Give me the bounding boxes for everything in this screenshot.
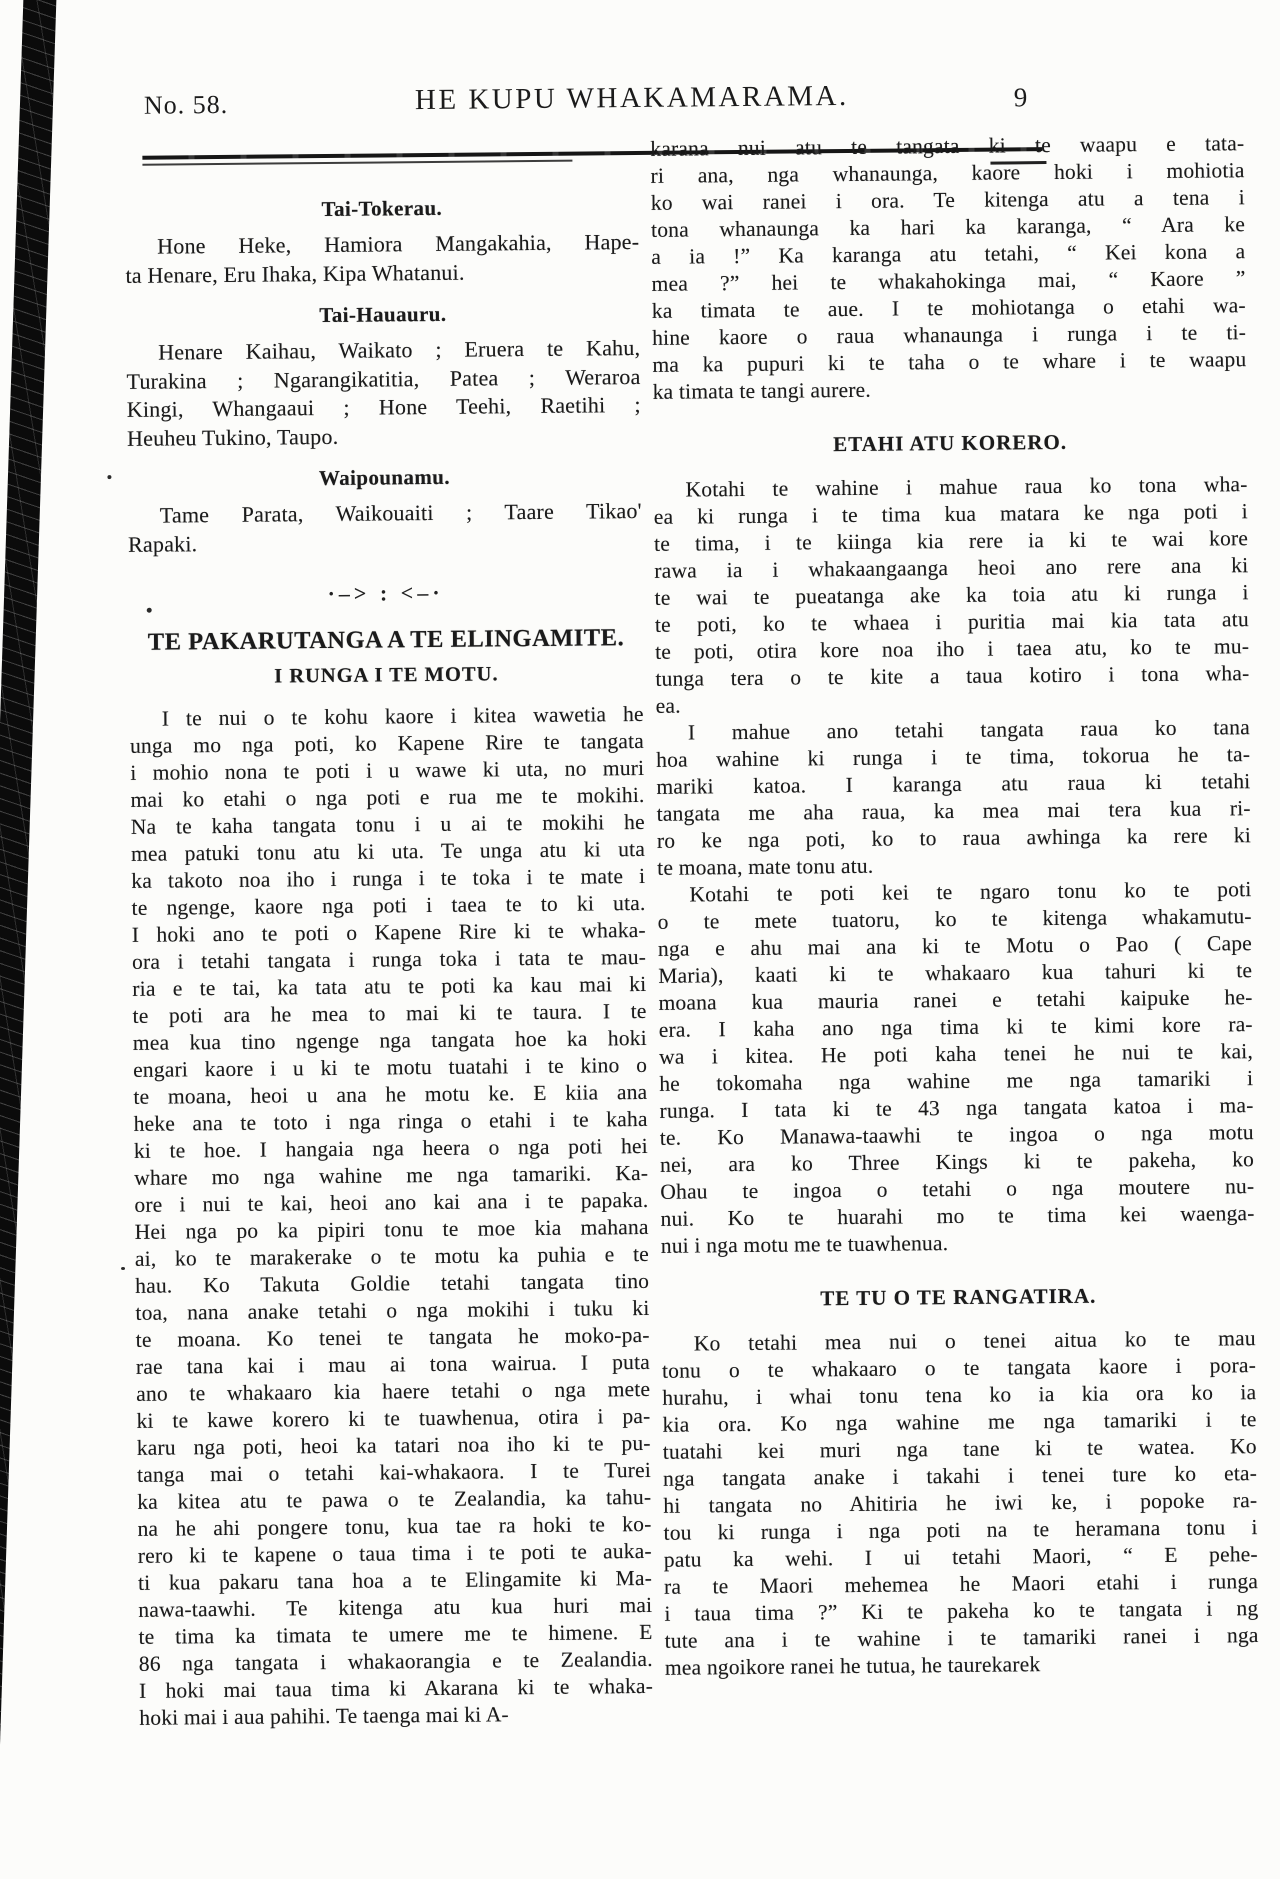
text-line: ea ki runga i te tima kua matara ke nga poti i (653, 499, 1248, 529)
text-line: Kotahi te wahine i mahue raua ko tona wha- (685, 472, 1248, 502)
section-divider-ornament: ·–> : <–· (327, 579, 444, 606)
text-line: te poti, ko te whaea i puritia mai kia tata atu (654, 607, 1249, 637)
text-line: te tima ka timata te umere me te himene. E (138, 1619, 653, 1649)
text-line: ra te Maori mehemea he Maori etahi i runga (663, 1569, 1259, 1599)
text-line: 86 nga tangata i whakaorangia e te Zealandia. (138, 1646, 653, 1676)
text-line: era. I kaha ano nga tima ki te kimi kore ra- (658, 1012, 1253, 1042)
text-line: engari kaore i u ki te motu tuatahi i te kino o (133, 1052, 648, 1082)
left-column (125, 192, 654, 1732)
section-heading-etahi-atu-korero: ETAHI ATU KORERO. (833, 429, 1068, 457)
text-line: Ko tetahi mea nui o tenei aitua ko te mau (693, 1326, 1256, 1356)
text-line: te tima, i te kiinga kia rere ia ki te wai kore (653, 526, 1249, 556)
text-line: heke ana te toto i nga ringa o etahi i te kaha (133, 1106, 648, 1136)
names-tai-tokerau (125, 228, 640, 290)
text-line: Kingi, Whangaaui ; Hone Teehi, Raetihi ; (126, 391, 641, 422)
text-line: rae tana kai i mau ai tona wairua. I puta (135, 1349, 651, 1379)
text-line: mea patuki tonu atu ki uta. Te unga atu ki uta (130, 836, 646, 866)
text-line: nga tangata anake i takahi i tenei ture ko eta- (662, 1461, 1258, 1491)
section-heading-waipounamu: Waipounamu. (318, 464, 451, 491)
text-line: Tame Parata, Waikouaiti ; Taare Tikao' (159, 497, 642, 528)
right-column (650, 130, 1259, 1682)
text-line: ma ka pupuri ki te taha o te whare i te waapu (652, 347, 1247, 377)
text-line: hoa wahine ki runga i te tima, tokorua he ta- (656, 742, 1251, 772)
text-line: ka timata te aue. I te mohiotanga o etahi wa- (651, 293, 1246, 323)
text-line: ro ke nga poti, ko to raua awhinga ka rere ki (656, 823, 1252, 853)
text-line: i mohio nona te poti i u wawe ki uta, no muri (130, 755, 645, 785)
text-line: ti kua pakaru tana hoa a te Elingamite ki Ma- (137, 1565, 653, 1595)
text-line: Henare Kaihau, Waikato ; Eruera te Kahu, (158, 334, 641, 365)
text-line: tunga tera o te kite a taua kotiro i tona wha- (655, 661, 1250, 691)
text-line: I hoki ano te poti o Kapene Rire ki te whaka- (131, 917, 646, 947)
text-line: te poti ara he mea to mai ki te taura. I te (132, 998, 647, 1028)
text-line: wa i kitea. He poti kaha tenei he nui te kai, (658, 1039, 1254, 1069)
text-line: te poti, otira kore noa iho i taea atu, ko te mu- (655, 634, 1250, 664)
text-line: ka timata te tangi aurere. (652, 377, 872, 404)
article-subtitle: I RUNGA I TE MOTU. (274, 663, 499, 688)
text-line: ora i tetahi tangata i runga toka i tata te mau- (131, 944, 647, 974)
text-line: ka takoto noa iho i runga i te toka i te mate i (131, 863, 646, 893)
issue-number: No. 58. (143, 89, 229, 120)
text-line: hurahu, i whai tonu tena ko ia kia ora ko ia (662, 1380, 1257, 1410)
text-line: I mahue ano tetahi tangata raua ko tana (687, 715, 1251, 745)
text-line: mea kua tino ngenge nga tangata hoe ka hoki (132, 1025, 647, 1055)
text-line: tangata me aha raua, ka mea mai tera kua ri- (656, 796, 1251, 826)
text-line: karu nga poti, heoi ka tatari noa iho ki te pu- (136, 1430, 651, 1460)
article-title: TE PAKARUTANGA A TE ELINGAMITE. (147, 624, 625, 656)
names-tai-hauauru (126, 334, 641, 453)
text-line: te moana, mate tonu atu. (657, 853, 874, 880)
text-line: Turakina ; Ngarangikatitia, Patea ; Weraroa (126, 363, 641, 394)
text-line: ai, ko te marakerake o te motu ka puhia e te (134, 1241, 650, 1271)
text-line: whare mo nga wahine me nga tamariki. Ka- (134, 1160, 649, 1190)
text-line: hine kaore o raua whanaunga i runga i te ti- (652, 320, 1247, 350)
text-line: ki te kawe korero ki te tuawhenua, otira i pa- (136, 1403, 651, 1433)
text-line: Hei nga po ka pipiri tonu te moe kia mahana (134, 1214, 649, 1244)
text-line: o te mete tuatoru, ko te kitenga whakamutu- (657, 904, 1252, 934)
text-line: tute ana i te wahine i te tamariki ranei i nga (664, 1623, 1259, 1653)
text-line: hoki mai i aua pahihi. Te taenga mai ki A- (139, 1702, 509, 1730)
text-line: nga e ahu mai ana ki te Motu o Pao ( Cape (657, 931, 1253, 961)
text-line: ki te hoe. I hangaia nga heera o nga poti hei (133, 1133, 648, 1163)
text-line: Heuheu Tukino, Taupo. (126, 423, 339, 451)
text-line: te. Ko Manawa-taawhi te ingoa o nga motu (659, 1120, 1254, 1150)
text-line: tou ki runga i nga poti na te heramana tonu i (663, 1515, 1258, 1545)
text-line: hi tangata no Ahitiria he iwi ke, i popoke ra- (663, 1488, 1258, 1518)
text-line: kia ora. Ko nga wahine me nga tamariki i te (662, 1407, 1257, 1437)
text-line: mai ko etahi o nga poti e rua me te mokihi. (130, 782, 645, 812)
text-line: Hone Heke, Hamiora Mangakahia, Hape- (157, 228, 640, 259)
page-number: 9 (1013, 82, 1028, 113)
section-heading-te-tu-o-te-rangatira: TE TU O TE RANGATIRA. (820, 1283, 1097, 1311)
text-line: Maria), kaati ki te whakaaro kua tahuri ki te (658, 958, 1253, 988)
text-line: Ohau te ingoa o tetahi o nga moutere nu- (660, 1174, 1255, 1204)
text-line: nui i nga motu me te tuawhenua. (660, 1231, 949, 1258)
paragraph-wahine-whaea (653, 471, 1249, 720)
text-line: mea ngoikore ranei he tutua, he taurekarek (664, 1652, 1041, 1680)
text-line: tona whanaunga ka hari ka karanga, “ Ara ke (650, 212, 1246, 242)
text-line: nawa-taawhi. Te kitenga atu kua huri mai (138, 1592, 653, 1622)
names-waipounamu (128, 497, 643, 559)
text-line: Kotahi te poti kei te ngaro tonu ko te poti (689, 877, 1252, 907)
text-line: nei, ara ko Three Kings ki te pakeha, ko (659, 1147, 1255, 1177)
text-line: karana nui atu te tangata ki te waapu e tata- (650, 131, 1245, 161)
text-line: hau. Ko Takuta Goldie tetahi tangata tino (135, 1268, 650, 1298)
article-body-continuation (650, 130, 1247, 406)
text-line: mariki katoa. I karanga atu raua ki tetahi (656, 769, 1251, 799)
text-line: ka kitea atu te pawa o te Zealandia, ka tahu- (137, 1484, 652, 1514)
text-line: I hoki mai taua tima ki Akarana ki te whaka- (138, 1673, 654, 1703)
text-line: te wai te pueatanga ake ka toia atu ki runga i (654, 580, 1249, 610)
text-line: ore i nui te kai, heoi ano kai ana i te papaka. (134, 1187, 649, 1217)
text-line: te moana. Ko tenei te tangata he moko-pa- (135, 1322, 650, 1352)
text-line: Na te kaha tangata tonu i u ai te mokihi he (130, 809, 645, 839)
text-line: mea ?” hei te whakahokinga mai, “ Kaore ” (651, 266, 1246, 296)
text-line: rawa ia i whakaangaanga heoi ano rere ana ki (654, 553, 1249, 583)
header-rule-secondary (142, 160, 572, 166)
text-line: patu ka wehi. I ui tetahi Maori, “ E pehe- (663, 1542, 1258, 1572)
paragraph-tangata-hoa-wahine (656, 714, 1252, 882)
text-line: runga. I tata ki te 43 nga tangata katoa i ma- (659, 1093, 1254, 1123)
text-line: tuatahi kei muri nga tane ki te watea. Ko (662, 1434, 1257, 1464)
paragraph-te-tu-o-te-rangatira (662, 1325, 1259, 1682)
text-line: I te nui o te kohu kaore i kitea wawetia he (161, 701, 644, 731)
text-line: moana kua mauria ranei e tetahi kaipuke he- (658, 985, 1253, 1015)
text-line: ta Henare, Eru Ihaka, Kipa Whatanui. (125, 259, 465, 288)
text-line: rero ki te kapene o taua tima i te poti te auka- (137, 1538, 652, 1568)
text-line: te moana, heoi u ana he motu ke. E kiia ana (133, 1079, 648, 1109)
scan-speck (121, 1267, 125, 1270)
paragraph-poti-ngaro (657, 876, 1255, 1260)
text-line: i taua tima ?” Ki te pakeha ko te tangata i ng (664, 1596, 1259, 1626)
text-line: na he ahi pongere tonu, kua tae ra hoki te ko- (137, 1511, 652, 1541)
text-line: ri ana, nga whanaunga, kaore hoki i mohiotia (650, 158, 1245, 188)
newspaper-title: HE KUPU WHAKAMARAMA. (414, 79, 849, 117)
text-line: a ia !” Ka karanga atu tetahi, “ Kei kona a (651, 239, 1246, 269)
text-line: te ngenge, kaore nga poti i taea te to ki uta. (131, 890, 646, 920)
text-line: he tokomaha nga wahine me nga tamariki i (659, 1066, 1254, 1096)
text-line: ea. (655, 693, 681, 718)
text-line: tanga mai o tetahi kai-whakaora. I te Turei (136, 1457, 652, 1487)
text-line: ko wai ranei i ora. Te kitenga atu a tena i (650, 185, 1245, 215)
text-line: ria e te tai, ka tata atu te poti ka kau mai ki (132, 971, 647, 1001)
text-line: tonu o te whakaaro o te tangata kaore i pora- (661, 1353, 1257, 1383)
section-heading-tai-hauauru: Tai-Hauauru. (319, 301, 447, 328)
text-line: unga mo nga poti, ko Kapene Rire te tangata (129, 728, 645, 758)
scan-speck (107, 475, 111, 479)
text-line: nui. Ko te huarahi mo te tima kei waenga- (660, 1201, 1255, 1231)
text-line: ano te whakaaro kia haere tetahi o nga mete (136, 1376, 651, 1406)
text-line: toa, nana anake tetahi o nga mokihi i tuku ki (135, 1295, 650, 1325)
text-line: Rapaki. (127, 530, 198, 557)
section-heading-tai-tokerau: Tai-Tokerau. (321, 195, 443, 222)
article-body-left (130, 701, 654, 1732)
